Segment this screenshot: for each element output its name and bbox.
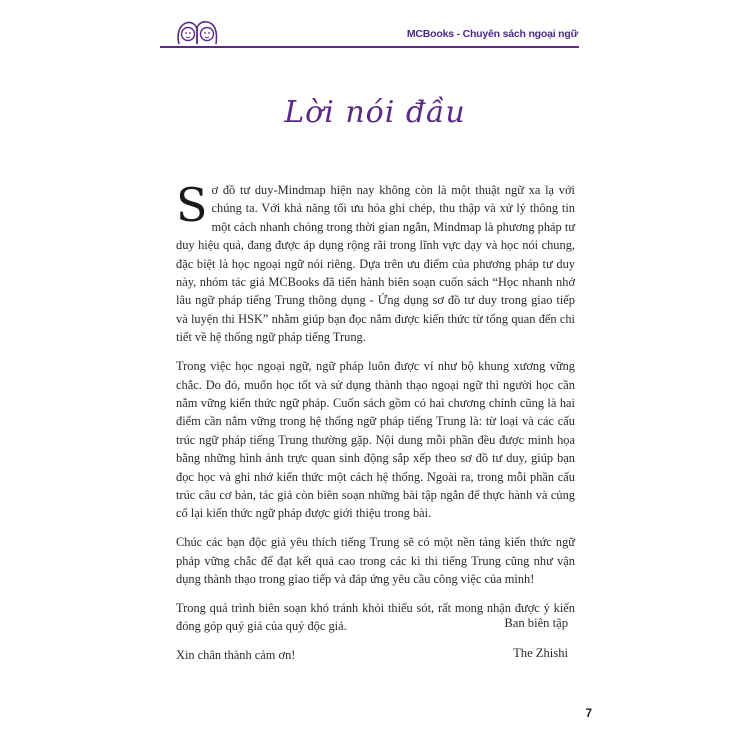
drop-cap: S (176, 178, 208, 232)
header-divider (160, 46, 579, 48)
paragraph-1-text: ơ đồ tư duy-Mindmap hiện nay không còn là một thuật ngữ xa lạ với chúng ta. Với khả năng tối ưu hóa ghi chép, thu thập và xử lý thông tin một cách nhanh chóng trong thời gian ngắn, Mindmap là phương pháp tư duy hiệu quả, đang được áp dụng rộng rãi trong lĩnh vực dạy và học nói chung, đặc biệt là học ngoại ngữ nói riêng. Dựa trên ưu điểm của phương pháp tư duy này, nhóm tác giả MCBooks đã tiến hành biên soạn cuốn sách “Học nhanh nhớ lâu ngữ pháp tiếng Trung thông dụng - Ứng dụng sơ đồ tư duy trong giao tiếp và luyện thi HSK” nhằm giúp bạn đọc nắm được kiến thức từ tổng quan đến chi tiết về hệ thống ngữ pháp tiếng Trung. (176, 183, 575, 345)
paragraph-1 (176, 178, 575, 347)
header-brand: MCBooks - Chuyên sách ngoại ngữ (406, 28, 578, 40)
preface-body (176, 178, 575, 675)
paragraph-4: Trong quá trình biên soạn khó tránh khỏi thiếu sót, rất mong nhận được ý kiến đóng góp quý giá của quý độc giả. (176, 601, 575, 634)
signature-editor: Ban biên tập (504, 616, 568, 630)
two-faces-logo-icon (175, 18, 221, 48)
signature-author: The Zhishi (513, 646, 568, 660)
paragraph-5: Xin chân thành cảm ơn! (176, 648, 296, 663)
paragraph-3: Chúc các bạn độc giả yêu thích tiếng Trung sẽ có một nền tảng kiến thức ngữ pháp vững chắc để đạt kết quả cao trong các kì thi tiếng Trung cũng như vận dụng thành thạo trong giao tiếp và đáp ứng yêu cầu công việc của mình! (176, 535, 575, 587)
page-title: Lời nói đầu (284, 95, 466, 130)
page-number: 7 (585, 708, 592, 720)
paragraph-2: Trong việc học ngoại ngữ, ngữ pháp luôn được ví như bộ khung xương vững chắc. Do đó, muốn học tốt và sử dụng thành thạo ngoại ngữ thì người học cần nắm vững kiến thức ngữ pháp. Cuốn sách gồm có hai chương chính cũng là hai điểm cần nắm vững trong hệ thống ngữ pháp tiếng Trung là: từ loại và các cấu trúc ngữ pháp tiếng Trung thường gặp. Nội dung mỗi phần đều được minh họa bằng những hình ảnh trực quan sinh động sắp xếp theo sơ đồ tư duy, giúp bạn đọc học và ghi nhớ kiến thức một cách hệ thống. Ngoài ra, trong mỗi phần cấu trúc câu cơ bản, tác giả còn biên soạn những bài tập ngắn để thực hành và củng cố lại kiến thức ngữ pháp được giới thiệu trong bài. (176, 359, 575, 521)
